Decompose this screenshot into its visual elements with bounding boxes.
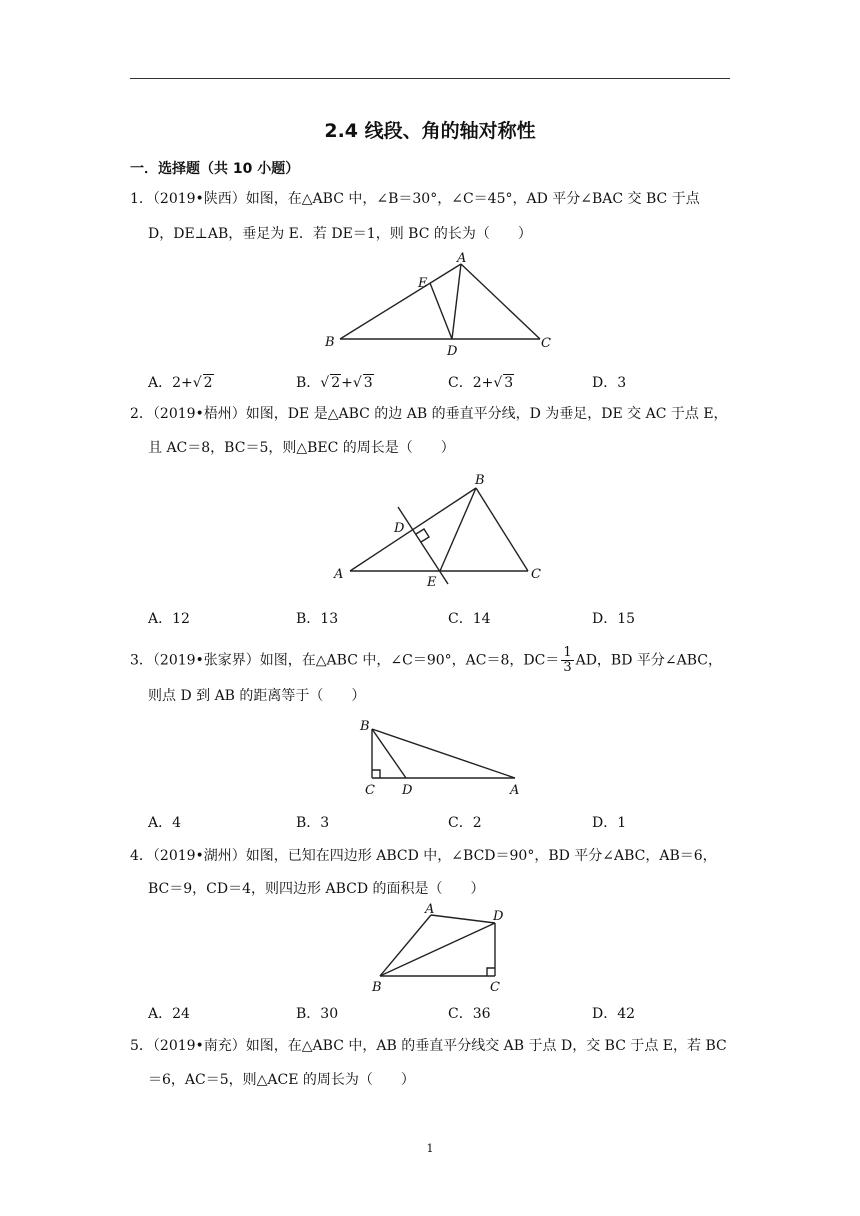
page-title: 2.4 线段、角的轴对称性 xyxy=(324,120,536,142)
segment-de xyxy=(430,283,452,339)
question-5-line-1: 5．（2019•南充）如图，在△ABC 中，AB 的垂直平分线交 AB 于点 D，交 BC 于点 E，若 BC xyxy=(130,1038,727,1054)
option-a: A．4 xyxy=(148,815,182,831)
option-a: A．24 xyxy=(148,1006,190,1022)
page-number: 1 xyxy=(426,1142,434,1155)
label-c: C xyxy=(541,336,551,351)
right-angle-mark xyxy=(487,968,495,976)
label-d: D xyxy=(447,344,458,359)
question-3-line-2: 则点 D 到 AB 的距离等于（ ） xyxy=(148,688,366,704)
label-b: B xyxy=(372,980,382,995)
question-4-figure xyxy=(365,900,515,999)
option-b: B．3 xyxy=(296,815,330,831)
option-d: D．42 xyxy=(592,1006,636,1022)
question-5-line-2: ＝6，AC＝5，则△ACE 的周长为（ ） xyxy=(148,1072,415,1088)
label-a: A xyxy=(425,902,435,917)
option-c: C．36 xyxy=(448,1006,491,1022)
option-d: D．3 xyxy=(592,375,627,391)
option-d: D．1 xyxy=(592,815,627,831)
question-2-line-1: 2．（2019•梧州）如图，DE 是△ABC 的边 AB 的垂直平分线，D 为垂足，DE 交 AC 于点 E， xyxy=(130,406,728,422)
label-d: D xyxy=(394,521,405,536)
sqrt-sign: √ 3 xyxy=(352,375,373,391)
label-a: A xyxy=(510,783,520,798)
label-e: E xyxy=(418,276,428,291)
perpendicular-bisector xyxy=(398,507,448,584)
right-angle-mark xyxy=(416,529,429,542)
sqrt-sign: √ 3 xyxy=(493,375,514,391)
option-c: C．2 xyxy=(448,815,482,831)
question-3-figure xyxy=(355,715,535,804)
question-2-figure xyxy=(330,470,550,594)
segment-bc xyxy=(476,488,528,571)
question-1-line-1: 1．（2019•陕西）如图，在△ABC 中，∠B＝30°，∠C＝45°，AD 平分∠BAC 交 BC 于点 xyxy=(130,191,700,207)
label-c: C xyxy=(365,783,375,798)
option-c: C．2+√ 3 xyxy=(448,375,514,391)
question-1-line-2: D，DE⊥AB，垂足为 E．若 DE＝1，则 BC 的长为（ ） xyxy=(148,226,532,242)
label-b: B xyxy=(475,473,485,488)
right-angle-mark xyxy=(372,770,380,778)
label-e: E xyxy=(427,575,437,590)
option-c: C．14 xyxy=(448,611,491,627)
segment-ad xyxy=(452,264,461,339)
option-b: B．13 xyxy=(296,611,339,627)
label-d: D xyxy=(493,909,504,924)
segment-ab xyxy=(380,915,431,976)
fraction: $\frac{1}{3}$ xyxy=(563,645,572,675)
option-a: A．2+√ 2 xyxy=(148,375,213,391)
label-a: A xyxy=(334,567,344,582)
segment-da xyxy=(431,915,495,923)
option-d: D．15 xyxy=(592,611,636,627)
label-d: D xyxy=(402,783,413,798)
question-4-line-1: 4．（2019•湖州）如图，已知在四边形 ABCD 中，∠BCD＝90°，BD 平分∠ABC，AB＝6， xyxy=(130,848,717,864)
header-rule xyxy=(130,78,730,79)
section-heading: 一．选择题（共 10 小题） xyxy=(130,161,300,177)
question-3-line-1: 3．（2019•张家界）如图，在△ABC 中，∠C＝90°，AC＝8，DC＝ $\frac{1}{3}$ AD，BD 平分∠ABC， xyxy=(130,645,722,675)
label-b: B xyxy=(360,719,370,734)
option-b: B．√ 2+√ 3 xyxy=(296,375,373,391)
option-a: A．12 xyxy=(148,611,190,627)
label-b: B xyxy=(325,335,335,350)
question-1-figure xyxy=(320,250,560,364)
question-4-line-2: BC＝9，CD＝4，则四边形 ABCD 的面积是（ ） xyxy=(148,881,485,897)
segment-bd xyxy=(380,923,495,976)
segment-ac xyxy=(461,264,540,339)
question-2-line-2: 且 AC＝8，BC＝5，则△BEC 的周长是（ ） xyxy=(148,440,455,456)
sqrt-sign: √ 2 xyxy=(320,375,341,391)
label-a: A xyxy=(457,251,467,266)
segment-ba xyxy=(372,729,515,778)
sqrt-sign: √ 2 xyxy=(192,375,213,391)
label-c: C xyxy=(490,980,500,995)
option-b: B．30 xyxy=(296,1006,339,1022)
segment-ba xyxy=(340,264,461,339)
label-c: C xyxy=(531,567,541,582)
